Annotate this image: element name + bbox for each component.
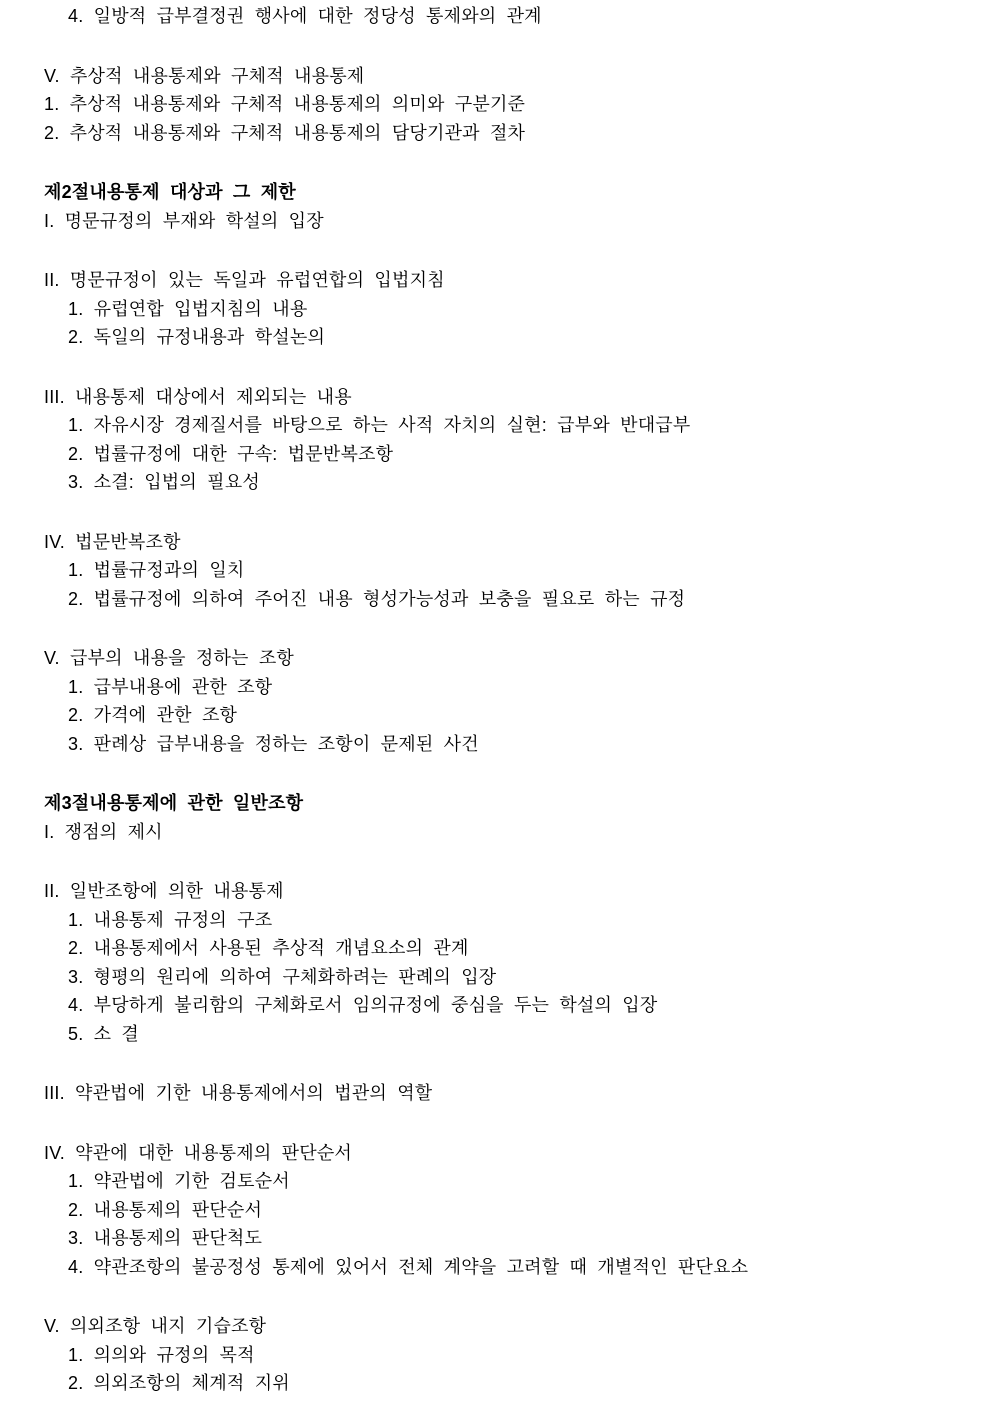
toc-entry: 1. 약관법에 기한 검토순서	[68, 1171, 290, 1191]
toc-entry: 3. 내용통제의 판단척도	[68, 1228, 263, 1248]
toc-entry: 1. 내용통제 규정의 구조	[68, 909, 273, 930]
toc-entry: III. 약관법에 기한 내용통제에서의 법관의 역할	[44, 1083, 433, 1103]
toc-entry: 2. 내용통제의 판단순서	[68, 1199, 263, 1220]
toc-entry: V. 추상적 내용통제와 구체적 내용통제	[44, 65, 365, 86]
toc-entry: IV. 법문반복조항	[44, 531, 181, 552]
toc-entry: 2. 독일의 규정내용과 학설논의	[68, 327, 326, 347]
toc-entry: 4. 부당하게 불리함의 구체화로서 임의규정에 중심을 두는 학설의 입장	[68, 995, 658, 1015]
toc-entry: 3. 소결: 입법의 필요성	[68, 472, 260, 492]
toc-entry: 3. 판례상 급부내용을 정하는 조항이 문제된 사건	[68, 733, 479, 754]
toc-entry: 2. 추상적 내용통제와 구체적 내용통제의 담당기관과 절차	[44, 122, 526, 143]
toc-entry: 1. 자유시장 경제질서를 바탕으로 하는 사적 자치의 실현: 급부와 반대급부	[68, 415, 691, 435]
toc-entry: 2. 법률규정에 대한 구속: 법문반복조항	[68, 443, 394, 464]
toc-entry: I. 쟁점의 제시	[44, 821, 163, 842]
toc-entry: 1. 추상적 내용통제와 구체적 내용통제의 의미와 구분기준	[44, 94, 526, 114]
toc-entry: 1. 급부내용에 관한 조항	[68, 676, 273, 697]
toc-entry: 2. 가격에 관한 조항	[68, 705, 238, 725]
toc-entry: 2. 의외조항의 체계적 지위	[68, 1373, 290, 1393]
toc-entry: II. 명문규정이 있는 독일과 유럽연합의 입법지침	[44, 270, 445, 290]
toc-entry: 1. 의의와 규정의 목적	[68, 1344, 255, 1365]
toc-entry: II. 일반조항에 의한 내용통제	[44, 881, 284, 901]
toc-section-heading: 제3절내용통제에 관한 일반조항	[44, 793, 304, 813]
toc-section-heading: 제2절내용통제 대상과 그 제한	[44, 182, 296, 202]
toc-entry: IV. 약관에 대한 내용통제의 판단순서	[44, 1142, 352, 1163]
toc-entry: 4. 일방적 급부결정권 행사에 대한 정당성 통제와의 관계	[68, 6, 542, 26]
toc-entry: 4. 약관조항의 불공정성 통제에 있어서 전체 계약을 고려할 때 개별적인 판단요소	[68, 1256, 749, 1277]
toc-entry: 2. 법률규정에 의하여 주어진 내용 형성가능성과 보충을 필요로 하는 규정	[68, 588, 686, 609]
toc-entry: V. 급부의 내용을 정하는 조항	[44, 648, 295, 668]
toc-entry: 2. 내용통제에서 사용된 추상적 개념요소의 관계	[68, 938, 469, 958]
toc-entry: III. 내용통제 대상에서 제외되는 내용	[44, 386, 352, 407]
toc-entry: I. 명문규정의 부재와 학설의 입장	[44, 210, 324, 231]
toc-entry: 1. 법률규정과의 일치	[68, 560, 245, 580]
toc-entry: 1. 유럽연합 입법지침의 내용	[68, 298, 308, 319]
toc-entry: 5. 소 결	[68, 1023, 139, 1044]
toc-entry: 3. 형평의 원리에 의하여 구체화하려는 판례의 입장	[68, 966, 497, 987]
toc-entry: V. 의외조항 내지 기습조항	[44, 1316, 267, 1336]
